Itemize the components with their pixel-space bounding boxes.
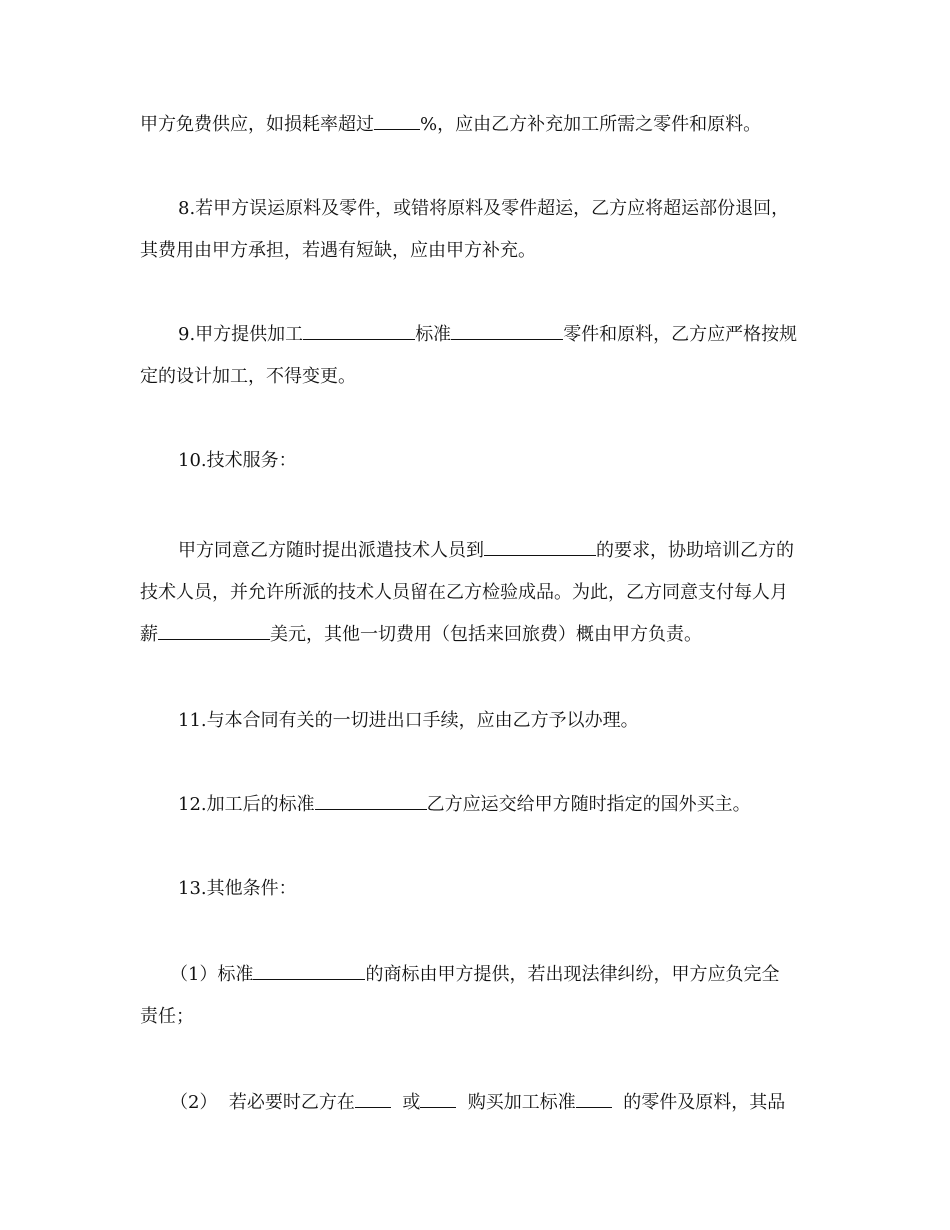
text: 美元，其他一切费用（包括来回旅费）概由甲方负责。 <box>270 624 702 645</box>
clause-10-line-2: 技术人员，并允许所派的技术人员留在乙方检验成品。为此，乙方同意支付每人月 <box>140 582 788 603</box>
clause-8-line-2: 其费用由甲方承担，若遇有短缺，应由甲方补充。 <box>140 240 536 261</box>
clause-13-item-2 <box>140 1082 842 1124</box>
clause-11-line-1: 11.与本合同有关的一切进出口手续，应由乙方予以办理。 <box>178 710 639 731</box>
blank-field <box>303 325 415 340</box>
blank-field <box>451 325 563 340</box>
blank-field <box>315 795 427 810</box>
text: （1）标准 <box>170 964 254 985</box>
text: 薪 <box>140 624 158 645</box>
clause-12 <box>140 784 850 826</box>
blank-field <box>484 541 596 556</box>
blank-field <box>420 1093 456 1108</box>
blank-field <box>576 1093 612 1108</box>
clause-8-cont <box>140 230 812 272</box>
clause-13-item-1 <box>140 954 842 996</box>
text: 9.甲方提供加工 <box>178 324 304 345</box>
clause-8-line-1: 8.若甲方误运原料及零件，或错将原料及零件超运，乙方应将超运部份退回， <box>178 198 790 219</box>
blank-field <box>253 965 365 980</box>
blank-field <box>374 115 420 130</box>
clause-10-heading <box>140 440 850 482</box>
text: 乙方应运交给甲方随时指定的国外买主。 <box>426 794 751 815</box>
heading-text: 13.其他条件： <box>178 878 297 899</box>
text: 12.加工后的标准 <box>178 794 315 815</box>
paragraph-continuation <box>140 104 812 146</box>
clause-13-item-1-cont <box>140 996 812 1038</box>
text: （2） 若必要时乙方在 <box>170 1092 355 1113</box>
text: 购买加工标准 <box>467 1092 576 1113</box>
clause-10-body <box>140 530 850 572</box>
text: 标准 <box>415 324 452 345</box>
text: %，应由乙方补充加工所需之零件和原料。 <box>420 114 762 135</box>
clause-10-body-cont <box>140 572 812 656</box>
clause-9-cont <box>140 356 812 398</box>
blank-field <box>355 1093 391 1108</box>
text: 零件和原料，乙方应严格按规 <box>563 324 798 345</box>
text: 的商标由甲方提供，若出现法律纠纷，甲方应负完全 <box>365 964 780 985</box>
text: 的零件及原料，其品 <box>623 1092 786 1113</box>
clause-13-heading <box>140 868 850 910</box>
text: 甲方免费供应，如损耗率超过 <box>140 114 374 135</box>
clause-13-1-line-2: 责任； <box>140 1006 194 1027</box>
clause-8 <box>140 188 850 230</box>
clause-9-line-2: 定的设计加工，不得变更。 <box>140 366 356 387</box>
heading-text: 10.技术服务： <box>178 450 297 471</box>
text: 的要求，协助培训乙方的 <box>596 540 794 561</box>
clause-9 <box>140 314 850 356</box>
text: 甲方同意乙方随时提出派遣技术人员到 <box>178 540 484 561</box>
blank-field <box>158 625 270 640</box>
text: 或 <box>402 1092 421 1113</box>
clause-11 <box>140 700 850 742</box>
